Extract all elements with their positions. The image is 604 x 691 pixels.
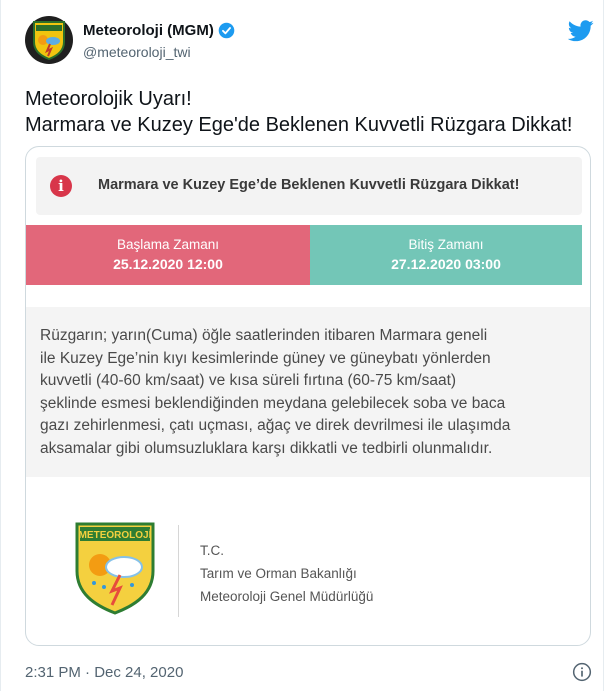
mgm-logo-icon	[31, 20, 67, 60]
body-line: aksamalar gibi olumsuzluklara karşı dikkatli ve tedbirli olunmalıdır.	[40, 439, 493, 457]
org-line: T.C.	[200, 543, 225, 558]
organization-name	[200, 539, 373, 608]
warning-body-text	[40, 325, 510, 460]
end-time-value: 27.12.2020 03:00	[391, 256, 501, 272]
verified-badge-icon	[218, 22, 235, 39]
display-name[interactable]: Meteoroloji (MGM)	[83, 22, 214, 39]
org-line: Meteoroloji Genel Müdürlüğü	[200, 589, 374, 604]
twitter-bird-icon[interactable]	[568, 20, 594, 42]
org-line: Tarım ve Orman Bakanlığı	[200, 566, 357, 581]
tweet-text	[25, 86, 572, 138]
avatar[interactable]	[25, 16, 73, 64]
warning-header	[36, 157, 582, 215]
start-time-label: Başlama Zamanı	[116, 237, 220, 252]
body-line: şeklinde esmesi beklendiğinden meydana gelebilecek soba ve baca	[40, 394, 506, 412]
body-line: gazı zehirlenmesi, çatı uçması, ağaç ve direk devrilmesi ile ulaşımda	[40, 417, 511, 434]
warning-card	[26, 147, 591, 646]
tweet-text-line: Meteorolojik Uyarı!	[25, 88, 192, 110]
end-time-panel	[310, 225, 582, 285]
account-name-row[interactable]	[83, 22, 235, 39]
mgm-logo	[74, 521, 156, 615]
body-line: ile Kuzey Ege’nin kıyı kesimlerinde güney ve güneybatı yönlerden	[40, 349, 491, 367]
tweet-text-line: Marmara ve Kuzey Ege'de Beklenen Kuvvetli Rüzgara Dikkat!	[25, 114, 573, 136]
body-line: Rüzgarın; yarın(Cuma) öğle saatlerinden itibaren Marmara geneli	[40, 327, 488, 344]
end-time-label: Bitiş Zamanı	[408, 237, 484, 252]
tweet-timestamp[interactable]: 2:31 PM · Dec 24, 2020	[25, 664, 184, 681]
warning-body	[26, 307, 591, 477]
separator	[178, 525, 179, 617]
start-time-value: 25.12.2020 12:00	[113, 256, 223, 272]
account-handle[interactable]: @meteoroloji_twi	[83, 44, 191, 60]
tweet-image[interactable]	[25, 146, 591, 646]
logo-text: METEOROLOJİ	[78, 530, 152, 541]
start-time-panel	[26, 225, 310, 285]
info-icon[interactable]	[572, 662, 592, 682]
alert-icon: i	[50, 175, 72, 197]
warning-title: Marmara ve Kuzey Ege’de Beklenen Kuvvetli Rüzgara Dikkat!	[98, 177, 520, 193]
body-line: kuvvetli (40-60 km/saat) ve kısa süreli fırtına (60-75 km/saat)	[40, 372, 457, 389]
